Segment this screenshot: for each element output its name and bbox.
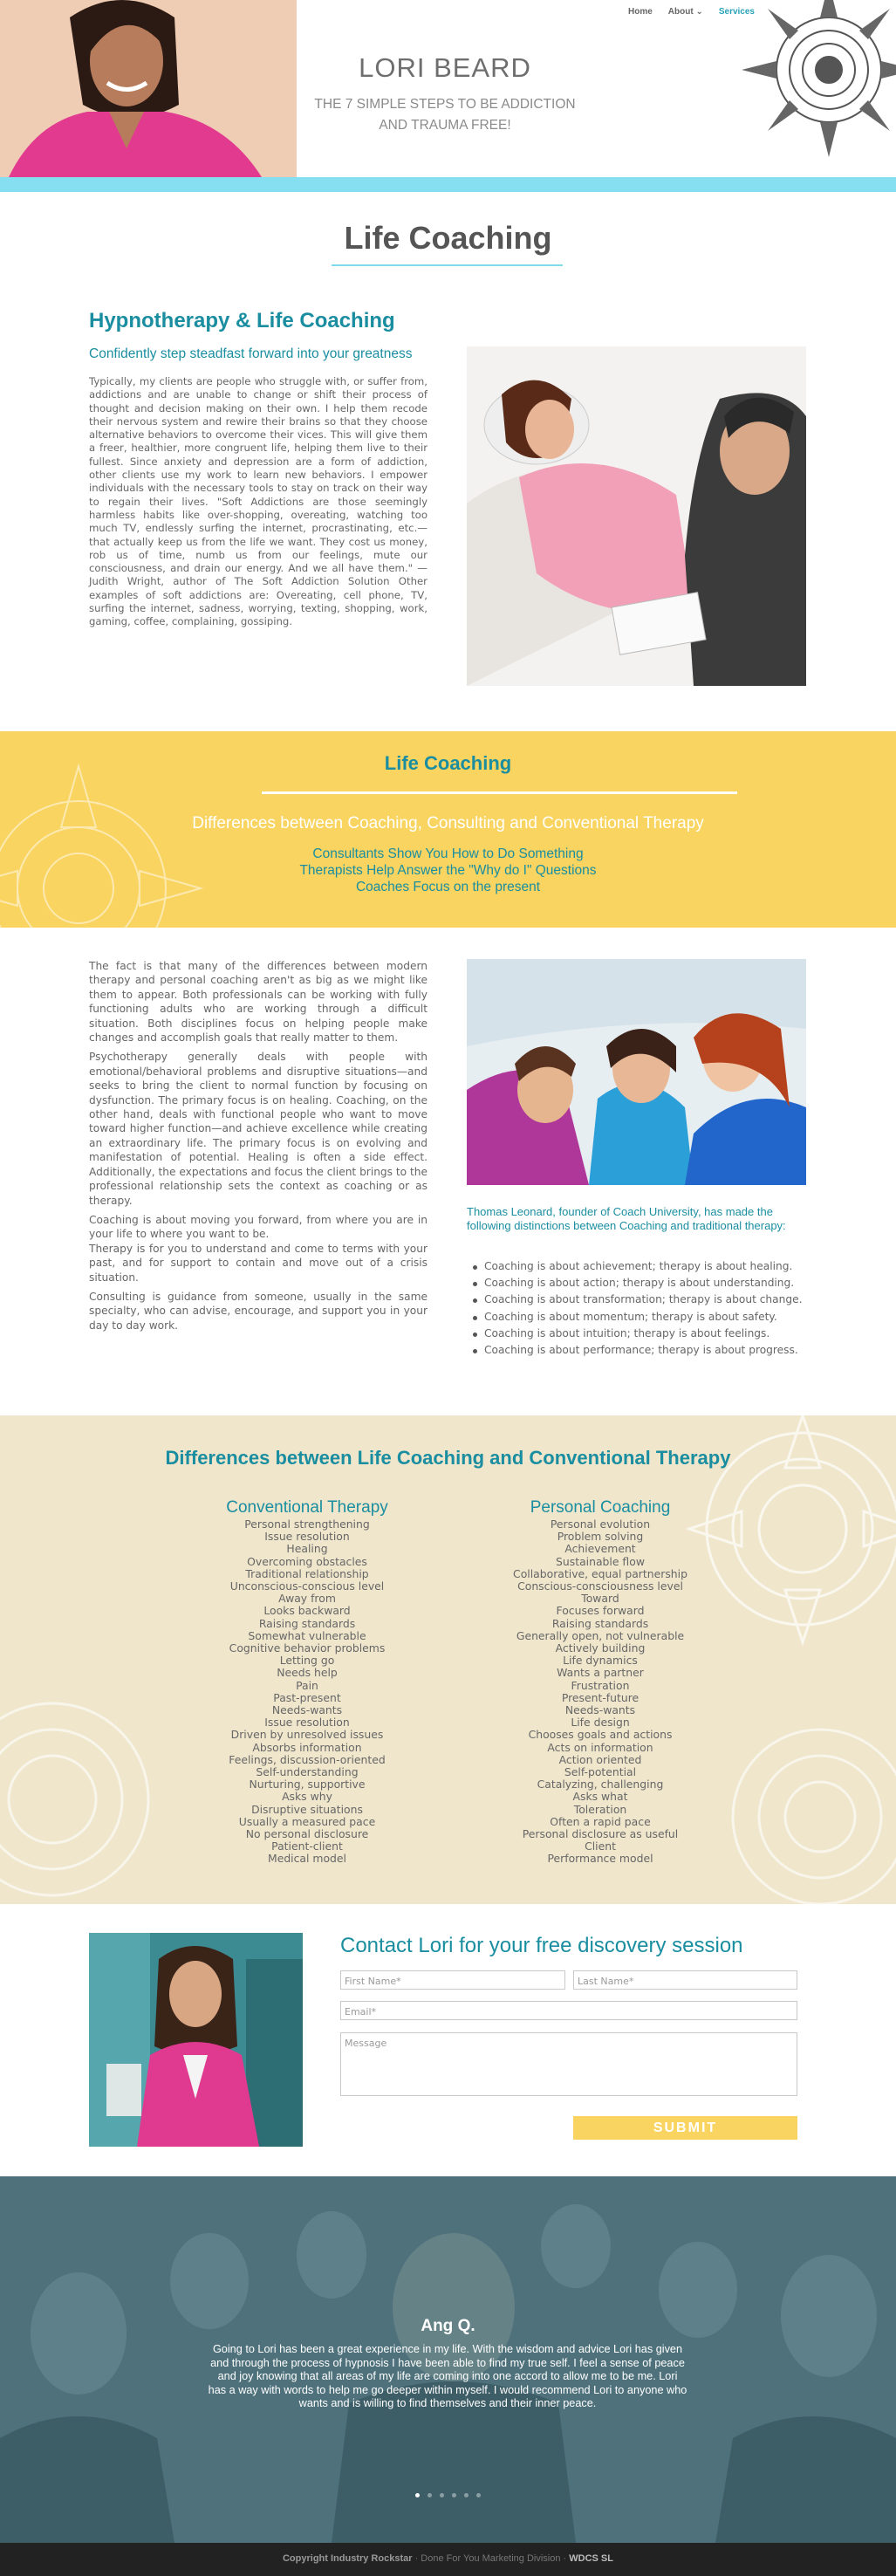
slider-dot[interactable]	[415, 2493, 420, 2497]
page-title: Life Coaching	[344, 220, 552, 256]
comparison-item: Generally open, not vulnerable	[516, 1628, 685, 1642]
comparison-item: Patient-client	[271, 1840, 343, 1853]
submit-button[interactable]: SUBMIT	[573, 2116, 797, 2140]
list-item: Coaching is about performance; therapy is about progress.	[484, 1344, 816, 1356]
comparison-item: Toward	[581, 1592, 619, 1606]
comparison-item: No personal disclosure	[245, 1827, 369, 1841]
list-item: Coaching is about transformation; therapy is about change.	[484, 1293, 816, 1305]
comparison-item: Healing	[286, 1542, 328, 1556]
footer-credits	[0, 2553, 896, 2564]
comparison-item: Past-present	[273, 1690, 341, 1704]
comparison-title: Differences between Life Coaching and Conventional Therapy	[165, 1447, 731, 1469]
comparison-item: Feelings, discussion-oriented	[229, 1752, 386, 1766]
comparison-item: Issue resolution	[264, 1530, 350, 1544]
header-accent-strip	[0, 177, 896, 192]
hypnotherapy-session-photo	[467, 346, 806, 686]
first-name-field[interactable]: First Name*	[340, 1970, 565, 1990]
personal-coaching-column	[487, 1498, 714, 1866]
comparison-item: Needs-wants	[271, 1703, 343, 1717]
comparison-item: Self-understanding	[256, 1765, 359, 1779]
mandala-decoration	[724, 0, 896, 175]
banner-title: Life Coaching	[384, 752, 512, 774]
banner-subtitle: Differences between Coaching, Consulting and Conventional Therapy	[192, 814, 704, 832]
differences-paragraph: The fact is that many of the differences between modern therapy and personal coaching aren't as big as we might like them to appear. Both professionals can be working with fully functioning adults who are working through a difficult situation. Both disciplines focus on helping people make changes and accomplish goals that really matter to them.	[89, 960, 427, 1045]
last-name-field[interactable]: Last Name*	[573, 1970, 797, 1990]
comparison-item: Actively building	[555, 1641, 646, 1655]
comparison-item: Raising standards	[551, 1616, 649, 1630]
differences-paragraph: Psychotherapy generally deals with people with emotional/behavioral problems and disruptive situations—and seeks to bring the client to normal function by focusing on dysfunction. The primary focus is on healing. Coaching, on the other hand, deals with functional people who want to move toward higher function—and achieve excellence while creating an extraordinary life. The primary focus is on evolving and manifestation of potential. Healing is often a side effect. Additionally, the expectations and focus the client brings to the professional relationship sets the context as coaching or as therapy.	[89, 1051, 428, 1207]
header	[0, 0, 896, 192]
mandala-decoration	[0, 1677, 174, 1904]
comparison-item: Wants a partner	[557, 1666, 644, 1680]
differences-text	[89, 959, 427, 1338]
comparison-item: Overcoming obstacles	[247, 1554, 367, 1568]
comparison-item: Nurturing, supportive	[249, 1778, 366, 1792]
list-item: Coaching is about intuition; therapy is about feelings.	[484, 1327, 816, 1339]
comparison-item: Focuses forward	[556, 1604, 645, 1618]
site-tagline-line-1: THE 7 SIMPLE STEPS TO BE ADDICTION	[314, 97, 576, 112]
comparison-item: Personal strengthening	[244, 1518, 370, 1531]
chevron-down-icon: ⌄	[695, 7, 703, 17]
comparison-item: Collaborative, equal partnership	[513, 1566, 687, 1580]
comparison-item: Catalyzing, challenging	[537, 1778, 664, 1792]
comparison-item: Needs-wants	[564, 1703, 636, 1717]
comparison-item: Medical model	[268, 1852, 346, 1866]
testimonial-slider-dots	[0, 2493, 896, 2497]
slider-dot[interactable]	[427, 2493, 432, 2497]
title-underline	[332, 264, 563, 266]
comparison-item: Client	[585, 1840, 616, 1853]
differences-paragraph: Consulting is guidance from someone, usually in the same specialty, who can advise, encourage, and support you in your day to day work.	[89, 1290, 427, 1332]
hypnotherapy-title: Hypnotherapy & Life Coaching	[89, 309, 395, 332]
contact-title: Contact Lori for your free discovery session	[340, 1934, 743, 1957]
mandala-decoration	[715, 1712, 896, 1904]
slider-dot[interactable]	[476, 2493, 481, 2497]
testimonial-quote: Going to Lori has been a great experience in my life. With the wisdom and advice Lori has given and through the process of hypnosis I have been able to find my true self. I feel a sense of peace and joy knowing that all areas of my life are coming into one accord to allow me to be me. Lori has a way with words to help me go deeper within myself. I would recommend Lori to anyone who wants and is willing to find themselves and their inner peace.	[208, 2343, 687, 2409]
comparison-item: Problem solving	[557, 1530, 644, 1544]
nav-item-services[interactable]: Services	[718, 7, 755, 17]
comparison-item: Raising standards	[258, 1616, 356, 1630]
footer-copyright: Copyright Industry Rockstar	[282, 2553, 413, 2564]
footer-middle: · Done For You Marketing Division ·	[412, 2553, 570, 2564]
message-field[interactable]: Message	[340, 2032, 797, 2096]
comparison-item: Driven by unresolved issues	[230, 1728, 384, 1742]
comparison-item: Looks backward	[263, 1604, 351, 1618]
slider-dot[interactable]	[452, 2493, 456, 2497]
mandala-decoration	[0, 757, 209, 928]
site-tagline	[288, 94, 602, 136]
nav-item-about[interactable]	[668, 7, 703, 17]
list-item: Coaching is about momentum; therapy is about safety.	[484, 1311, 816, 1323]
comparison-item: Issue resolution	[264, 1716, 350, 1730]
comparison-item: Acts on information	[547, 1740, 653, 1754]
comparison-item: Asks why	[282, 1790, 332, 1804]
comparison-item: Sustainable flow	[556, 1554, 645, 1568]
comparison-item: Performance model	[547, 1852, 653, 1866]
comparison-item: Present-future	[561, 1690, 640, 1704]
list-item: Coaching is about action; therapy is about understanding.	[484, 1277, 816, 1289]
testimonial-author: Ang Q.	[421, 2317, 475, 2335]
coach-university-intro: Thomas Leonard, founder of Coach University, has made the following distinctions between Coaching and traditional therapy:	[467, 1205, 786, 1232]
comparison-item: Needs help	[277, 1666, 338, 1680]
main-nav	[628, 7, 755, 17]
column-heading: Personal Coaching	[530, 1498, 671, 1517]
site-title: LORI BEARD	[359, 52, 531, 83]
comparison-item: Frustration	[571, 1678, 630, 1692]
comparison-item: Usually a measured pace	[238, 1814, 376, 1828]
email-field[interactable]: Email*	[340, 2001, 797, 2020]
comparison-item: Asks what	[572, 1790, 628, 1804]
comparison-item: Pain	[296, 1678, 318, 1692]
comparison-item: Toleration	[573, 1802, 627, 1816]
comparison-section	[0, 1415, 896, 1904]
comparison-item: Life design	[571, 1716, 630, 1730]
comparison-item: Achievement	[564, 1542, 636, 1556]
comparison-item: Somewhat vulnerable	[248, 1628, 366, 1642]
banner-line-therapists: Therapists Help Answer the "Why do I" Questions	[299, 863, 597, 878]
comparison-item: Traditional relationship	[245, 1566, 369, 1580]
conventional-therapy-column	[194, 1498, 421, 1866]
site-tagline-line-2: AND TRAUMA FREE!	[379, 118, 511, 133]
comparison-item: Disruptive situations	[251, 1802, 363, 1816]
comparison-item: Action oriented	[558, 1752, 642, 1766]
banner-line-consultants: Consultants Show You How to Do Something	[312, 846, 584, 861]
comparison-item: Chooses goals and actions	[528, 1728, 673, 1742]
comparison-item: Absorbs information	[252, 1740, 362, 1754]
happy-teens-photo	[467, 959, 806, 1185]
banner-rule	[262, 791, 737, 794]
slider-dot[interactable]	[440, 2493, 444, 2497]
hypnotherapy-subtitle: Confidently step steadfast forward into your greatness	[89, 346, 413, 361]
comparison-item: Cognitive behavior problems	[229, 1641, 386, 1655]
header-portrait-image	[0, 0, 297, 177]
contact-portrait-photo	[89, 1933, 303, 2147]
comparison-item: Unconscious-conscious level	[229, 1579, 385, 1593]
comparison-item: Letting go	[279, 1654, 335, 1668]
nav-item-about-label: About	[667, 7, 694, 17]
comparison-item: Life dynamics	[563, 1654, 638, 1668]
comparison-item: Conscious-consciousness level	[517, 1579, 683, 1593]
differences-paragraph: Coaching is about moving you forward, from where you are in your life to where you want to be.	[89, 1213, 427, 1241]
comparison-item: Personal evolution	[550, 1518, 651, 1531]
coaching-distinctions-list	[484, 1260, 816, 1360]
comparison-item: Personal disclosure as useful	[522, 1827, 679, 1841]
comparison-item: Self-potential	[564, 1765, 637, 1779]
hypnotherapy-body: Typically, my clients are people who struggle with, or suffer from, addictions and are unable to change or shift their process of thought and decision making on their own. I help them recode their nervous system and rewire their brains so that they choose alternative behaviors to overcome their vices. This will give them a freer, healthier, more congruent life, helping them live to their fullest. Since anxiety and depression are a form of addiction, other clients use my work to learn new behaviors. I empower individuals with the necessary tools to stay on track on their way to regain their lives. "Soft Addictions are those seemingly harmless habits like over-shopping, overeating, watching too much TV, endlessly surfing the internet, procrastinating, etc.—that actually keep us from the life we want. They cost us money, rob us of time, numb us from our feelings, mute our consciousness, and drain our energy. And we all have them." — Judith Wright, author of The Soft Addiction Solution Other examples of soft addictions are: Overeating, cell phone, TV, surfing the internet, sadness, worrying, texting, shopping, work, gaming, coffee, complaining, gossiping.	[89, 375, 427, 628]
comparison-item: Often a rapid pace	[550, 1814, 651, 1828]
column-heading: Conventional Therapy	[226, 1498, 388, 1517]
comparison-item: Away from	[278, 1592, 336, 1606]
banner-line-coaches: Coaches Focus on the present	[355, 880, 541, 894]
footer-brand-link[interactable]: WDCS SL	[569, 2553, 613, 2564]
slider-dot[interactable]	[464, 2493, 469, 2497]
list-item: Coaching is about achievement; therapy is about healing.	[484, 1260, 816, 1272]
differences-paragraph: Therapy is for you to understand and come to terms with your past, and for support to contain and move out of a crisis situation.	[89, 1242, 427, 1284]
nav-item-home[interactable]: Home	[627, 7, 653, 17]
